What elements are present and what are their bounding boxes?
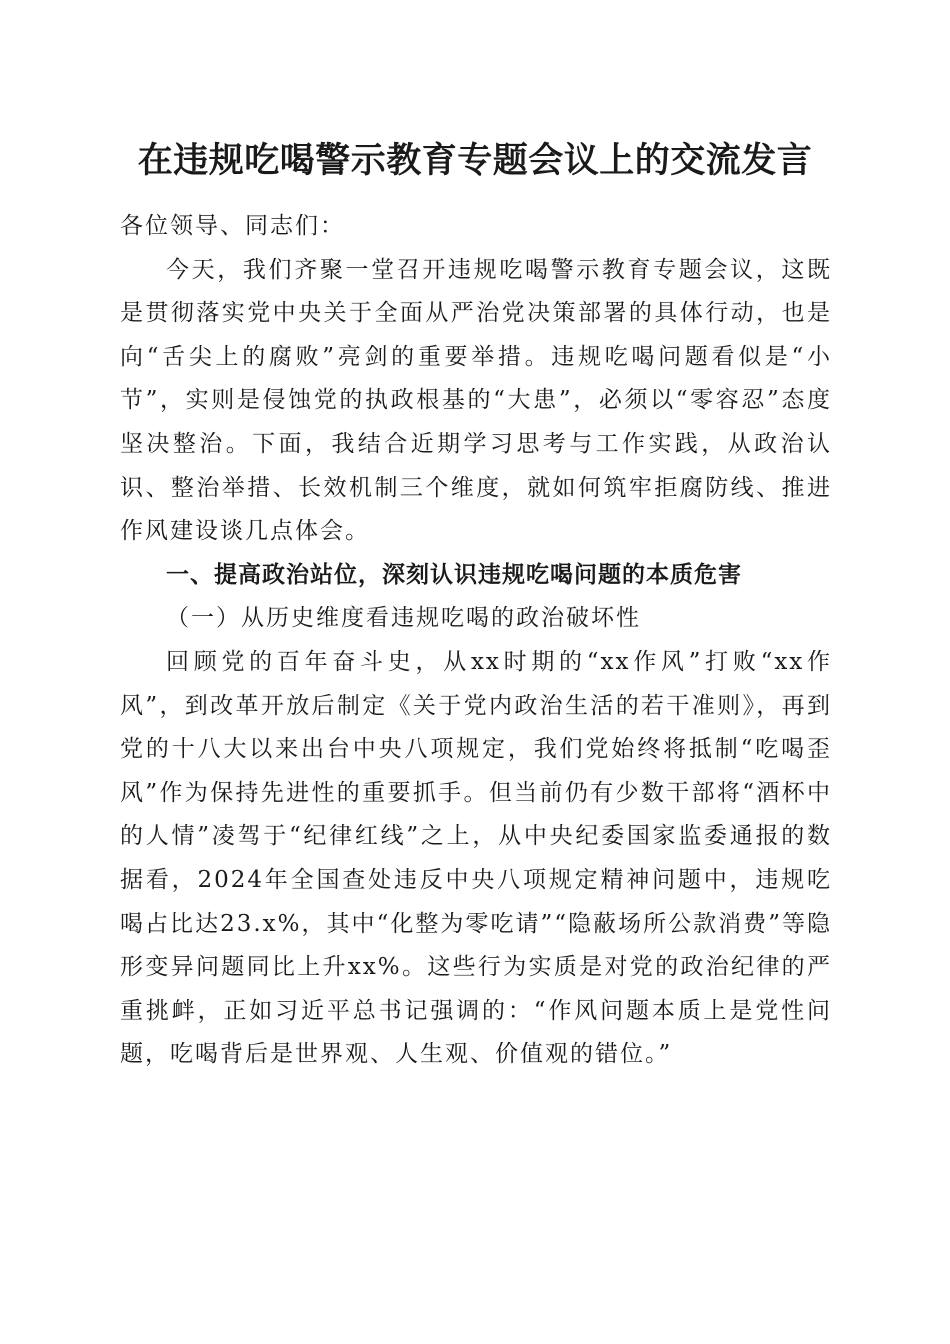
document-title: 在违规吃喝警示教育专题会议上的交流发言 [137,140,813,181]
section-heading-1: 一、提高政治站位，深刻认识违规吃喝问题的本质危害 [166,561,742,588]
subsection-heading-1: （一）从历史维度看违规吃喝的政治破坏性 [166,605,641,632]
salutation: 各位领导、同志们： [120,213,345,239]
document-body [120,205,832,1077]
intro-paragraph: 今天，我们齐聚一堂召开违规吃喝警示教育专题会议，这既是贯彻落实党中央关于全面从严治党决策部署的具体行动，也是向“舌尖上的腐败”亮剑的重要举措。违规吃喝问题看似是“小节”，实则是侵蚀党的执政根基的“大患”，必须以“零容忍”态度坚决整治。下面，我结合近期学习思考与工作实践，从政治认识、整治举措、长效机制三个维度，就如何筑牢拒腐防线、推进作风建设谈几点体会。 [120,256,832,545]
subsection-paragraph-1: 回顾党的百年奋斗史，从xx时期的“xx作风”打败“xx作风”，到改革开放后制定《关于党内政治生活的若干准则》，再到党的十八大以来出台中央八项规定，我们党始终将抵制“吃喝歪风”作为保持先进性的重要抓手。但当前仍有少数干部将“酒杯中的人情”凌驾于“纪律红线”之上，从中央纪委国家监委通报的数据看，2024年全国查处违反中央八项规定精神问题中，违规吃喝占比达23.x%，其中“化整为零吃请”“隐蔽场所公款消费”等隐形变异问题同比上升xx%。这些行为实质是对党的政治纪律的严重挑衅，正如习近平总书记强调的：“作风问题本质上是党性问题，吃喝背后是世界观、人生观、价值观的错位。” [120,648,832,1068]
